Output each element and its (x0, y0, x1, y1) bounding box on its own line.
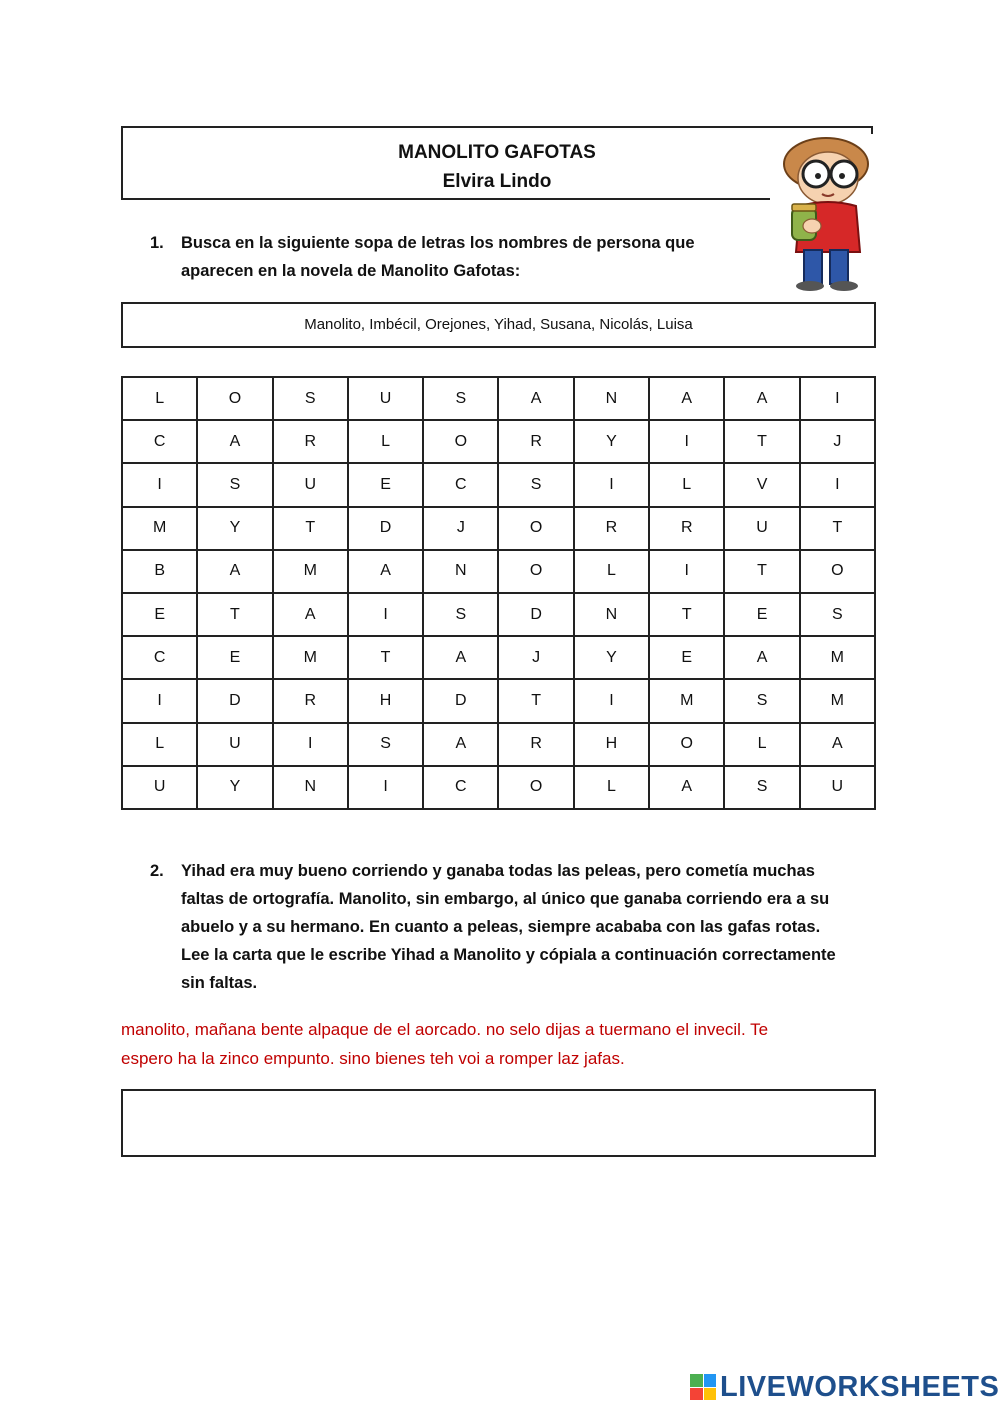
word-search-cell[interactable]: T (800, 507, 875, 550)
question-1-number: 1. (150, 234, 164, 252)
word-search-cell[interactable]: I (649, 420, 724, 463)
word-search-cell[interactable]: R (273, 420, 348, 463)
word-search-cell[interactable]: T (724, 550, 799, 593)
word-search-cell[interactable]: L (122, 723, 197, 766)
word-search-cell[interactable]: N (423, 550, 498, 593)
word-search-cell[interactable]: S (273, 377, 348, 420)
word-search-cell[interactable]: A (724, 377, 799, 420)
word-search-cell[interactable]: T (498, 679, 573, 722)
word-search-row (122, 636, 875, 679)
manolito-illustration (770, 134, 890, 292)
word-search-cell[interactable]: I (649, 550, 724, 593)
word-search-cell[interactable]: L (724, 723, 799, 766)
word-search-cell[interactable]: O (800, 550, 875, 593)
question-2-line: Lee la carta que le escribe Yihad a Manolito y cópiala a continuación correctamente (181, 946, 836, 964)
liveworksheets-logo-icon (690, 1374, 716, 1400)
word-search-cell[interactable]: O (197, 377, 272, 420)
word-search-row (122, 723, 875, 766)
word-search-cell[interactable]: Y (197, 507, 272, 550)
word-search-cell[interactable]: S (800, 593, 875, 636)
question-2-line: faltas de ortografía. Manolito, sin embargo, al único que ganaba corriendo era a su (181, 890, 830, 908)
word-search-cell[interactable]: J (800, 420, 875, 463)
letter-line-2: espero ha la zinco empunto. sino bienes teh voi a romper laz jafas. (121, 1049, 625, 1068)
question-1-text-line-2: aparecen en la novela de Manolito Gafotas: (181, 262, 521, 280)
word-search-cell[interactable]: I (574, 679, 649, 722)
word-search-cell[interactable]: I (800, 377, 875, 420)
word-search-cell[interactable]: T (724, 420, 799, 463)
word-search-row (122, 679, 875, 722)
word-search-cell[interactable]: U (348, 377, 423, 420)
word-search-cell[interactable]: N (574, 377, 649, 420)
word-search-cell[interactable]: H (348, 679, 423, 722)
word-search-cell[interactable]: A (498, 377, 573, 420)
word-search-cell[interactable]: C (122, 420, 197, 463)
word-search-cell[interactable]: A (348, 550, 423, 593)
word-search-cell[interactable]: J (498, 636, 573, 679)
word-search-cell[interactable]: M (800, 636, 875, 679)
word-search-cell[interactable]: R (498, 420, 573, 463)
word-search-cell[interactable]: E (724, 593, 799, 636)
title-box (121, 126, 873, 200)
word-search-cell[interactable]: E (122, 593, 197, 636)
word-search-cell[interactable]: O (423, 420, 498, 463)
question-1-text-line-1: Busca en la siguiente sopa de letras los nombres de persona que (181, 234, 695, 252)
word-search-row (122, 507, 875, 550)
word-search-cell[interactable]: D (423, 679, 498, 722)
word-search-cell[interactable]: Y (574, 636, 649, 679)
word-search-cell[interactable]: A (649, 377, 724, 420)
word-search-row (122, 377, 875, 420)
word-search-cell[interactable]: L (574, 550, 649, 593)
word-search-cell[interactable]: J (423, 507, 498, 550)
word-search-cell[interactable]: N (574, 593, 649, 636)
word-search-cell[interactable]: A (197, 420, 272, 463)
word-search-cell[interactable]: O (498, 507, 573, 550)
word-search-cell[interactable]: T (649, 593, 724, 636)
word-search-cell[interactable]: M (273, 636, 348, 679)
question-2-line: Yihad era muy bueno corriendo y ganaba todas las peleas, pero cometía muchas (181, 862, 815, 880)
word-search-cell[interactable]: U (724, 507, 799, 550)
word-search-cell[interactable]: R (649, 507, 724, 550)
word-search-cell[interactable]: E (649, 636, 724, 679)
word-search-row (122, 420, 875, 463)
word-search-cell[interactable]: N (273, 766, 348, 809)
word-search-cell[interactable]: T (273, 507, 348, 550)
worksheet-title: MANOLITO GAFOTAS (398, 142, 596, 163)
answer-input-box[interactable] (121, 1089, 876, 1157)
word-search-cell[interactable]: L (348, 420, 423, 463)
word-search-row (122, 463, 875, 506)
word-search-cell[interactable]: A (649, 766, 724, 809)
names-list-box: Manolito, Imbécil, Orejones, Yihad, Susana, Nicolás, Luisa (121, 302, 876, 348)
word-search-cell[interactable]: S (724, 766, 799, 809)
question-2-line: abuelo y a su hermano. En cuanto a peleas, siempre acababa con las gafas rotas. (181, 918, 821, 936)
letter-line-1: manolito, mañana bente alpaque de el aorcado. no selo dijas a tuermano el invecil. Te (121, 1020, 769, 1039)
word-search-cell[interactable]: I (122, 463, 197, 506)
word-search-cell[interactable]: S (423, 377, 498, 420)
word-search-cell[interactable]: A (800, 723, 875, 766)
word-search-cell[interactable]: D (348, 507, 423, 550)
word-search-cell[interactable]: H (574, 723, 649, 766)
word-search-cell[interactable]: R (574, 507, 649, 550)
word-search-cell[interactable]: M (800, 679, 875, 722)
word-search-row (122, 550, 875, 593)
word-search-cell[interactable]: I (800, 463, 875, 506)
word-search-cell[interactable]: T (197, 593, 272, 636)
word-search-cell[interactable]: L (649, 463, 724, 506)
word-search-cell[interactable]: U (800, 766, 875, 809)
word-search-row (122, 593, 875, 636)
question-2-number: 2. (150, 862, 164, 880)
word-search-cell[interactable]: M (122, 507, 197, 550)
liveworksheets-brand[interactable] (690, 1370, 999, 1404)
word-search-cell[interactable]: S (498, 463, 573, 506)
word-search-cell[interactable]: C (423, 463, 498, 506)
word-search-cell[interactable]: S (724, 679, 799, 722)
word-search-cell[interactable]: T (348, 636, 423, 679)
word-search-cell[interactable]: C (122, 636, 197, 679)
word-search-row (122, 766, 875, 809)
word-search-cell[interactable]: A (423, 636, 498, 679)
word-search-cell[interactable]: R (498, 723, 573, 766)
word-search-cell[interactable]: E (348, 463, 423, 506)
worksheet-author: Elvira Lindo (442, 171, 552, 192)
word-search-cell[interactable]: L (574, 766, 649, 809)
word-search-cell[interactable]: E (197, 636, 272, 679)
word-search-cell[interactable]: B (122, 550, 197, 593)
word-search-cell[interactable]: U (122, 766, 197, 809)
word-search-cell[interactable]: I (348, 766, 423, 809)
question-2-line: sin faltas. (181, 974, 258, 992)
word-search-cell[interactable]: O (498, 550, 573, 593)
word-search-cell[interactable]: A (197, 550, 272, 593)
word-search-cell[interactable]: I (273, 723, 348, 766)
word-search-cell[interactable]: C (423, 766, 498, 809)
word-search-cell[interactable]: D (197, 679, 272, 722)
word-search-cell[interactable]: O (649, 723, 724, 766)
word-search-cell[interactable]: Y (574, 420, 649, 463)
word-search-cell[interactable]: U (273, 463, 348, 506)
brand-wordmark: LIVEWORKSHEETS (720, 1370, 999, 1403)
yihad-letter (121, 1015, 841, 1073)
word-search-cell[interactable]: A (724, 636, 799, 679)
word-search-cell[interactable]: D (498, 593, 573, 636)
word-search-cell[interactable]: U (197, 723, 272, 766)
word-search-cell[interactable]: Y (197, 766, 272, 809)
word-search-cell[interactable]: A (423, 723, 498, 766)
word-search-grid (121, 376, 876, 810)
word-search-cell[interactable]: I (348, 593, 423, 636)
word-search-cell[interactable]: S (197, 463, 272, 506)
word-search-cell[interactable]: V (724, 463, 799, 506)
word-search-cell[interactable]: I (122, 679, 197, 722)
word-search-cell[interactable]: L (122, 377, 197, 420)
word-search-cell[interactable]: M (273, 550, 348, 593)
word-search-cell[interactable]: A (273, 593, 348, 636)
word-search-cell[interactable]: R (273, 679, 348, 722)
word-search-cell[interactable]: M (649, 679, 724, 722)
word-search-cell[interactable]: S (348, 723, 423, 766)
boy-with-glasses-icon (770, 134, 890, 292)
word-search-cell[interactable]: S (423, 593, 498, 636)
word-search-cell[interactable]: I (574, 463, 649, 506)
word-search-cell[interactable]: O (498, 766, 573, 809)
